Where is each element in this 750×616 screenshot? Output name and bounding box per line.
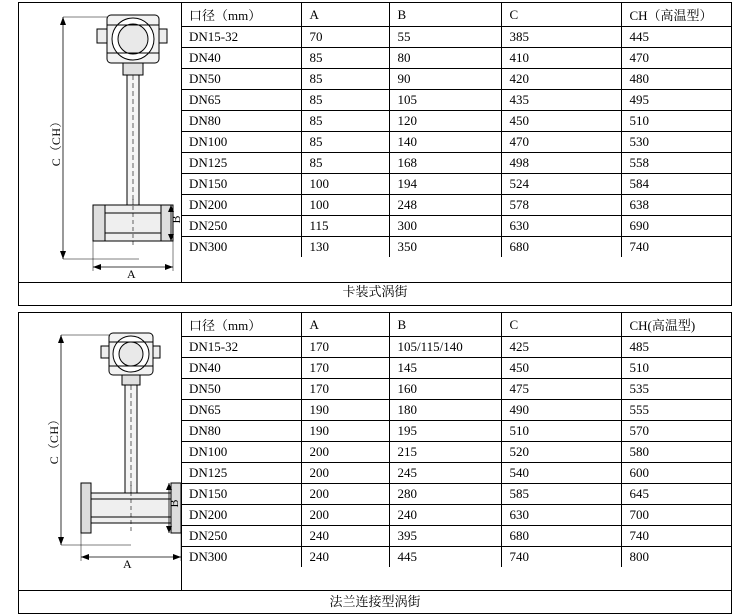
cell-ch: 485 (621, 337, 731, 358)
header-c: C (501, 3, 621, 27)
cell-b: 80 (389, 48, 501, 69)
cell-c: 740 (501, 547, 621, 568)
header-b: B (389, 3, 501, 27)
cell-ch: 530 (621, 132, 731, 153)
cell-c: 524 (501, 174, 621, 195)
cell-a: 200 (301, 442, 389, 463)
cell-b: 90 (389, 69, 501, 90)
cell-ch: 558 (621, 153, 731, 174)
table-row (181, 27, 731, 48)
cell-b: 194 (389, 174, 501, 195)
cell-c: 450 (501, 358, 621, 379)
table-row (181, 400, 731, 421)
cell-c: 385 (501, 27, 621, 48)
cell-b: 145 (389, 358, 501, 379)
cell-a: 200 (301, 505, 389, 526)
cell-diameter: DN250 (181, 216, 301, 237)
cell-a: 240 (301, 547, 389, 568)
cell-b: 180 (389, 400, 501, 421)
cell-c: 630 (501, 216, 621, 237)
panel-flange-type (18, 312, 732, 614)
cell-diameter: DN300 (181, 237, 301, 258)
cell-b: 240 (389, 505, 501, 526)
cell-a: 130 (301, 237, 389, 258)
spec-table-flange-type (181, 313, 731, 567)
cell-ch: 690 (621, 216, 731, 237)
table-row (181, 195, 731, 216)
table-row (181, 237, 731, 258)
cell-a: 190 (301, 421, 389, 442)
dimension-label-b: B (169, 215, 183, 224)
cell-c: 510 (501, 421, 621, 442)
table-row (181, 132, 731, 153)
table-row (181, 153, 731, 174)
cell-diameter: DN100 (181, 442, 301, 463)
header-ch: CH（高温型） (621, 3, 731, 27)
header-c: C (501, 313, 621, 337)
cell-diameter: DN200 (181, 505, 301, 526)
cell-b: 195 (389, 421, 501, 442)
flange-meter-drawing (19, 313, 181, 591)
cell-b: 55 (389, 27, 501, 48)
cell-diameter: DN150 (181, 174, 301, 195)
table-row (181, 484, 731, 505)
cell-ch: 800 (629, 549, 649, 564)
header-diameter: 口径（mm） (181, 313, 301, 337)
cell-c: 450 (501, 111, 621, 132)
cell-diameter: DN125 (181, 463, 301, 484)
table-row (181, 216, 731, 237)
cell-c: 490 (501, 400, 621, 421)
cell-diameter: DN40 (181, 358, 301, 379)
cell-ch: 535 (621, 379, 731, 400)
cell-b: 105/115/140 (389, 337, 501, 358)
cell-c: 435 (501, 90, 621, 111)
cell-ch: 555 (621, 400, 731, 421)
cell-diameter: DN65 (181, 90, 301, 111)
table-row (181, 463, 731, 484)
cell-c: 680 (501, 237, 621, 258)
cell-a: 170 (301, 379, 389, 400)
panel-caption-flange-type: 法兰连接型涡街 (329, 594, 421, 609)
cell-ch: 570 (621, 421, 731, 442)
cell-b: 445 (389, 547, 501, 568)
dimension-label-c-ch: C（CH） (49, 115, 63, 167)
cell-b: 105 (389, 90, 501, 111)
cell-c: 420 (501, 69, 621, 90)
cell-a: 85 (301, 69, 389, 90)
cell-c: 630 (501, 505, 621, 526)
cell-b: 160 (389, 379, 501, 400)
cell-a: 170 (301, 337, 389, 358)
diagram-flange-type-meter (19, 313, 181, 613)
table-header-row (181, 3, 731, 27)
cell-b: 120 (389, 111, 501, 132)
cell-diameter: DN80 (181, 111, 301, 132)
header-a: A (301, 313, 389, 337)
cell-diameter: DN125 (181, 153, 301, 174)
cell-diameter: DN150 (181, 484, 301, 505)
header-ch: CH(高温型) (621, 313, 731, 337)
cell-c: 585 (501, 484, 621, 505)
cell-ch: 470 (621, 48, 731, 69)
cell-a: 100 (301, 195, 389, 216)
cell-diameter: DN100 (181, 132, 301, 153)
cell-c: 520 (501, 442, 621, 463)
cell-c: 498 (501, 153, 621, 174)
table-header-row (181, 313, 731, 337)
cell-c: 425 (501, 337, 621, 358)
cell-ch: 580 (621, 442, 731, 463)
cell-diameter: DN250 (181, 526, 301, 547)
dimension-label-a: A (123, 557, 133, 571)
cell-ch: 584 (621, 174, 731, 195)
cell-c: 410 (501, 48, 621, 69)
table-row (181, 547, 731, 568)
table-row (181, 505, 731, 526)
dimension-label-a: A (127, 267, 137, 281)
table-row (181, 48, 731, 69)
table-row (181, 379, 731, 400)
cell-b: 248 (389, 195, 501, 216)
cell-diameter: DN15-32 (181, 337, 301, 358)
spec-table-clamp-type (181, 3, 731, 257)
cell-ch: 740 (621, 526, 731, 547)
cell-a: 190 (301, 400, 389, 421)
cell-ch: 638 (621, 195, 731, 216)
cell-b: 215 (389, 442, 501, 463)
cell-c: 470 (501, 132, 621, 153)
panel-clamp-type (18, 2, 732, 306)
cell-a: 85 (301, 90, 389, 111)
cell-ch: 480 (621, 69, 731, 90)
cell-a: 200 (301, 463, 389, 484)
dimension-label-c-ch: C（CH） (47, 413, 61, 465)
cell-ch: 645 (621, 484, 731, 505)
table-row (181, 111, 731, 132)
header-a: A (301, 3, 389, 27)
cell-c: 475 (501, 379, 621, 400)
cell-a: 240 (301, 526, 389, 547)
cell-a: 85 (301, 111, 389, 132)
header-diameter: 口径（mm） (181, 3, 301, 27)
table-row (181, 337, 731, 358)
cell-ch: 510 (621, 358, 731, 379)
cell-b: 168 (389, 153, 501, 174)
table-row (181, 421, 731, 442)
cell-a: 200 (301, 484, 389, 505)
cell-diameter: DN80 (181, 421, 301, 442)
cell-a: 70 (301, 27, 389, 48)
cell-c: 578 (501, 195, 621, 216)
cell-ch: 495 (621, 90, 731, 111)
cell-diameter: DN65 (181, 400, 301, 421)
header-b: B (389, 313, 501, 337)
table-row (181, 358, 731, 379)
cell-b: 140 (389, 132, 501, 153)
table-row (181, 90, 731, 111)
cell-diameter: DN300 (181, 547, 301, 568)
cell-b: 280 (389, 484, 501, 505)
table-row (181, 526, 731, 547)
diagram-clamp-type-meter (19, 3, 181, 305)
cell-a: 115 (301, 216, 389, 237)
cell-diameter: DN50 (181, 69, 301, 90)
cell-a: 85 (301, 153, 389, 174)
clamp-meter-drawing (19, 3, 181, 283)
panel-caption-clamp-type: 卡装式涡街 (342, 284, 408, 299)
cell-a: 170 (301, 358, 389, 379)
cell-ch: 740 (629, 239, 649, 254)
cell-ch: 700 (621, 505, 731, 526)
table-row (181, 174, 731, 195)
cell-ch: 445 (621, 27, 731, 48)
cell-c: 680 (501, 526, 621, 547)
cell-b: 245 (389, 463, 501, 484)
table-row (181, 69, 731, 90)
cell-diameter: DN15-32 (181, 27, 301, 48)
dimension-label-b: B (167, 499, 181, 508)
cell-a: 100 (301, 174, 389, 195)
cell-ch: 600 (621, 463, 731, 484)
cell-b: 350 (389, 237, 501, 258)
cell-diameter: DN40 (181, 48, 301, 69)
cell-a: 85 (301, 132, 389, 153)
table-row (181, 442, 731, 463)
cell-diameter: DN200 (181, 195, 301, 216)
cell-b: 395 (389, 526, 501, 547)
cell-c: 540 (501, 463, 621, 484)
cell-diameter: DN50 (181, 379, 301, 400)
cell-b: 300 (389, 216, 501, 237)
cell-a: 85 (301, 48, 389, 69)
cell-ch: 510 (621, 111, 731, 132)
